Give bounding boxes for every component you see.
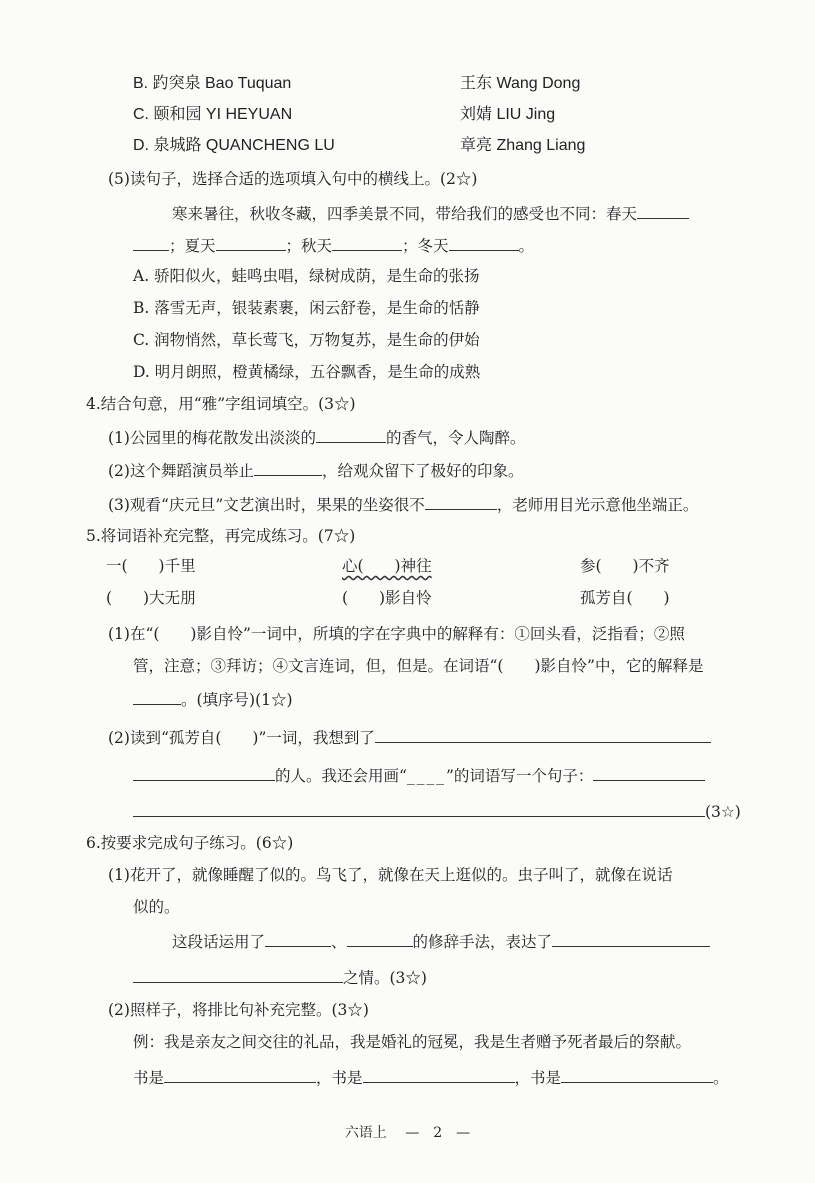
q5-s2-line3 [133,800,741,822]
q4-line1 [108,426,525,448]
answer-blank-q6-1d[interactable] [133,966,343,983]
idiom-6[interactable]: 孤芳自( ) [580,589,670,607]
q4-line3 [108,493,698,515]
answer-blank-q4-1[interactable] [316,426,386,443]
q5-s1-tail: 。(填序号)(1☆) [181,691,293,709]
answer-blank-q4-2[interactable] [254,459,322,476]
answer-blank-q5-1[interactable] [133,688,181,705]
q4-l1-text: (1)公园里的梅花散发出淡淡的 [108,429,316,447]
footer-label: 六语上 [344,1125,387,1141]
answer-blank-summer[interactable] [216,234,286,251]
idiom-1[interactable]: 一( )千里 [106,557,196,575]
answer-blank-q5-2c[interactable] [593,764,705,781]
q3-5-option-d: D. 明月朗照，橙黄橘绿，五谷飘香，是生命的成熟 [133,363,481,381]
q3-5-summer-label: ；夏天 [169,237,216,255]
q6-s1-comma: 、 [331,933,347,951]
q6-example: 例：我是亲友之间交往的礼品，我是婚礼的冠冕，我是生者赠予死者最后的祭献。 [133,1033,692,1051]
q6-s1-line2: 似的。 [133,898,180,916]
option-c-right: 刘婧 LIU Jing [460,106,556,123]
q6-s2-title: (2)照样子，将排比句补充完整。(3☆) [108,1001,369,1019]
q5-s2-tail: ”的词语写一个句子： [445,767,594,785]
q6-title: 6.按要求完成句子练习。(6☆) [86,834,294,852]
q5-s2-line2 [133,764,705,786]
q4-l2-tail: ，给观众留下了极好的印象。 [321,462,524,480]
idiom-4[interactable]: ( )大无朋 [106,589,196,607]
q6-s1-line3 [172,930,710,952]
answer-blank-q5-2a[interactable] [375,726,711,743]
q6-s1-text: 这段话运用了 [172,933,266,951]
q5-s2-text: (2)读到“孤芳自( )”一词，我想到了 [108,729,375,747]
idiom-3[interactable]: 参( )不齐 [580,557,670,575]
q6-s1-line4 [133,966,427,988]
option-b-right: 王东 Wang Dong [460,75,581,92]
page-number: — 2 — [405,1125,471,1141]
answer-blank-q5-2b[interactable] [133,764,275,781]
q3-5-stem-line2 [133,234,534,256]
q4-title: 4.结合句意，用“雅”字组词填空。(3☆) [86,395,356,413]
q5-s1-line3 [133,688,293,710]
page-footer [0,1122,815,1142]
q4-l3-text: (3)观看“庆元旦”文艺演出时，果果的坐姿很不 [108,496,425,514]
answer-blank-q6-2c[interactable] [561,1066,713,1083]
q5-s1-line1: (1)在“( )影自怜”一词中，所填的字在字典中的解释有：①回头看，泛指看；②照 [108,625,685,643]
idiom-2-underlined[interactable]: 心( )神往 [342,557,432,575]
q6-s1-mid: 的修辞手法，表达了 [412,933,553,951]
q6-s1-line1: (1)花开了，就像睡醒了似的。鸟飞了，就像在天上逛似的。虫子叫了，就像在说话 [108,866,673,884]
q3-5-option-b: B. 落雪无声，银装素裹，闲云舒卷，是生命的恬静 [133,299,480,317]
fill-label-b: ，书是 [316,1069,363,1087]
q6-fill-line [133,1066,729,1088]
option-d-right: 章亮 Zhang Liang [460,137,586,154]
answer-blank-q6-2b[interactable] [363,1066,515,1083]
q4-l1-tail: 的香气，令人陶醉。 [385,429,526,447]
q5-s2-mid: 的人。我还会用画“ [275,767,407,785]
option-b-left: B. 趵突泉 Bao Tuquan [133,75,292,92]
fill-label-d: 。 [713,1069,729,1087]
q3-5-autumn-label: ；秋天 [285,237,333,255]
wavy-mark: ____ [406,767,446,785]
q4-l3-tail: ，老师用目光示意他坐端正。 [496,496,699,514]
answer-blank-q6-2a[interactable] [164,1066,316,1083]
answer-blank-winter[interactable] [449,234,519,251]
answer-blank-spring[interactable] [637,202,689,219]
q6-s1-tail: 之情。(3☆) [343,969,427,987]
fill-label-a: 书是 [133,1069,165,1087]
q5-s2-score: (3☆) [705,803,741,821]
answer-blank-q4-3[interactable] [425,493,497,510]
q3-5-period: 。 [518,237,535,255]
q4-line2 [108,459,523,481]
answer-blank-spring-cont[interactable] [133,234,169,251]
q3-5-winter-label: ；冬天 [402,237,449,255]
q3-5-option-c: C. 润物悄然，草长莺飞，万物复苏，是生命的伊始 [133,331,480,349]
option-c-left: C. 颐和园 YI HEYUAN [133,106,293,123]
answer-blank-q6-1a[interactable] [265,930,331,947]
answer-blank-q5-2d[interactable] [133,800,705,817]
option-d-left: D. 泉城路 QUANCHENG LU [133,137,335,154]
q3-5-title: (5)读句子，选择合适的选项填入句中的横线上。(2☆) [108,170,478,188]
q5-title: 5.将词语补充完整，再完成练习。(7☆) [86,527,356,545]
answer-blank-q6-1c[interactable] [552,930,710,947]
answer-blank-q6-1b[interactable] [347,930,413,947]
q3-5-stem-line1 [172,202,689,224]
q5-s2-line1 [108,726,711,748]
q4-l2-text: (2)这个舞蹈演员举止 [108,462,254,480]
q3-5-stem-1: 寒来暑往，秋收冬藏，四季美景不同，带给我们的感受也不同：春天 [172,205,638,223]
fill-label-c: ，书是 [514,1069,562,1087]
q5-s1-line2: 管，注意；③拜访；④文言连词，但，但是。在词语“( )影自怜”中，它的解释是 [133,657,704,675]
answer-blank-autumn[interactable] [332,234,402,251]
idiom-5[interactable]: ( )影自怜 [342,589,432,607]
q3-5-option-a: A. 骄阳似火，蛙鸣虫唱，绿树成荫，是生命的张扬 [133,267,480,285]
